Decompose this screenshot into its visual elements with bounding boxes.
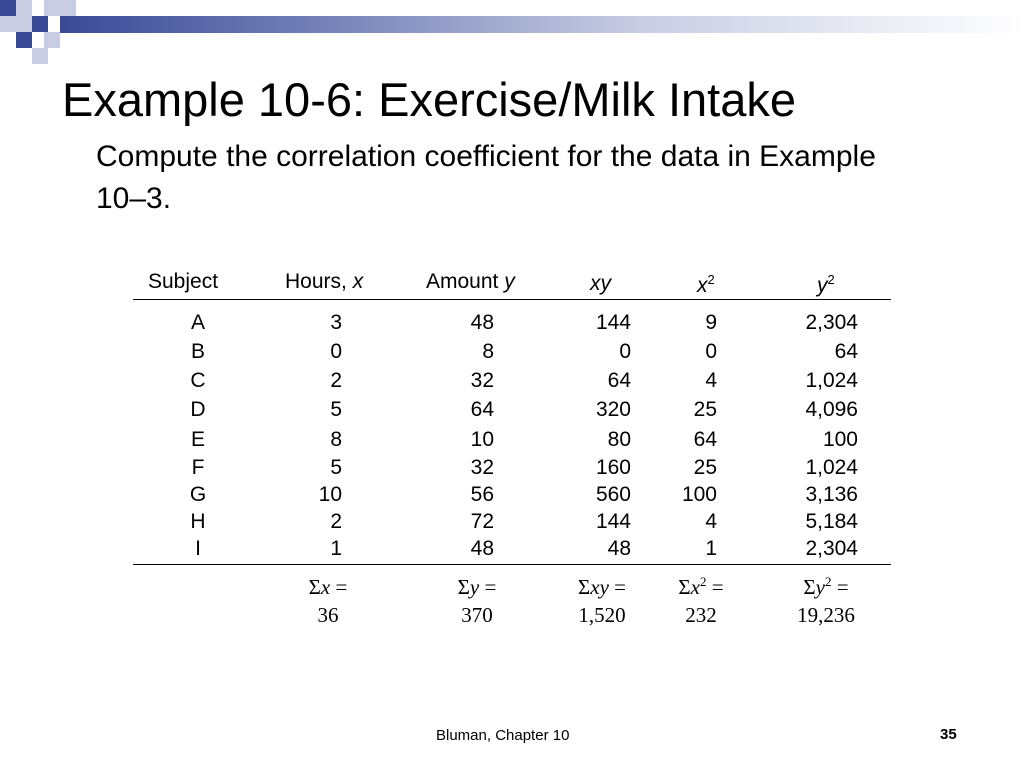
table-cell: 100 <box>822 428 858 451</box>
decor-square <box>32 48 48 64</box>
table-cell: 1,024 <box>805 456 858 479</box>
table-cell: 560 <box>595 483 631 506</box>
table-cell: 2 <box>330 510 342 533</box>
table-cell: C <box>190 369 206 392</box>
table-cell: 1 <box>705 537 717 560</box>
sum-value: 370 <box>461 603 493 627</box>
decor-square <box>60 0 76 16</box>
table-cell: 2,304 <box>805 311 858 334</box>
table-cell: 0 <box>705 340 717 363</box>
decor-square <box>0 0 16 16</box>
table-cell: 32 <box>470 456 494 479</box>
table-cell: 32 <box>470 369 494 392</box>
sum-divider <box>133 564 891 565</box>
sum-value: 232 <box>685 603 717 627</box>
table-cell: 64 <box>470 398 494 421</box>
table-cell: 2,304 <box>805 537 858 560</box>
table-cell: 56 <box>470 483 494 506</box>
decor-square <box>16 16 32 32</box>
table-cell: 8 <box>330 428 342 451</box>
table-cell: 48 <box>470 537 494 560</box>
table-cell: H <box>190 510 206 533</box>
slide-subtitle: Compute the correlation coefficient for the data in Example 10–3. <box>96 140 876 215</box>
decor-square <box>16 32 32 48</box>
table-cell: 25 <box>693 398 717 421</box>
sum-label: Σy = <box>457 575 497 599</box>
table-cell: 72 <box>470 510 494 533</box>
decor-square <box>16 0 32 16</box>
table-cell: 100 <box>681 483 717 506</box>
header-hours-x: Hours, x <box>285 270 364 293</box>
header-x-squared: $x^2$ <box>697 272 715 297</box>
table-cell: 2 <box>330 369 342 392</box>
table-cell: 4 <box>705 510 717 533</box>
header-y-squared: $y^2$ <box>817 272 835 297</box>
page-number: 35 <box>940 726 957 743</box>
table-cell: 3 <box>330 311 342 334</box>
table-cell: 64 <box>693 428 717 451</box>
sum-label: Σxy = <box>578 575 626 599</box>
table-cell: 144 <box>595 311 631 334</box>
table-cell: D <box>190 398 206 421</box>
table-cell: 144 <box>595 510 631 533</box>
table-cell: F <box>191 456 205 479</box>
table-cell: 1,024 <box>805 369 858 392</box>
table-cell: 160 <box>595 456 631 479</box>
table-cell: 5 <box>330 456 342 479</box>
table-cell: 9 <box>705 311 717 334</box>
table-cell: 4,096 <box>805 398 858 421</box>
sum-label: $\Sigma x^2$ = <box>678 574 724 599</box>
table-cell: 0 <box>330 340 342 363</box>
sum-value: 36 <box>317 603 339 627</box>
table-cell: 8 <box>482 340 494 363</box>
sum-label: $\Sigma y^2$ = <box>803 574 849 599</box>
table-cell: B <box>190 340 206 363</box>
title-gradient-bar <box>60 16 1024 33</box>
table-cell: 25 <box>693 456 717 479</box>
slide-title: Example 10-6: Exercise/Milk Intake <box>62 73 797 126</box>
table-cell: 4 <box>705 369 717 392</box>
decor-square <box>44 0 60 16</box>
table-cell: 10 <box>318 483 342 506</box>
table-cell: 64 <box>834 340 858 363</box>
table-cell: E <box>190 428 206 451</box>
header-divider <box>133 299 891 300</box>
decor-square <box>44 32 60 48</box>
header-subject: Subject <box>148 270 219 293</box>
table-cell: G <box>189 483 207 506</box>
table-cell: 0 <box>619 340 631 363</box>
table-cell: 5 <box>330 398 342 421</box>
decor-square <box>32 16 48 32</box>
table-cell: I <box>195 537 201 560</box>
table-cell: 1 <box>330 537 342 560</box>
header-amount-y: Amount y <box>426 270 515 293</box>
table-cell: 80 <box>607 428 631 451</box>
sum-value: 1,520 <box>578 603 626 627</box>
table-cell: A <box>190 311 206 334</box>
decor-square <box>0 16 16 32</box>
table-cell: 320 <box>595 398 631 421</box>
sum-value: 19,236 <box>797 603 855 627</box>
table-cell: 3,136 <box>805 483 858 506</box>
table-cell: 10 <box>470 428 494 451</box>
sum-label: Σx = <box>308 575 348 599</box>
header-xy: xy <box>590 272 611 295</box>
table-cell: 48 <box>607 537 631 560</box>
slide-footer: Bluman, Chapter 10 <box>436 727 570 744</box>
table-cell: 5,184 <box>805 510 858 533</box>
table-cell: 48 <box>470 311 494 334</box>
table-cell: 64 <box>607 369 631 392</box>
